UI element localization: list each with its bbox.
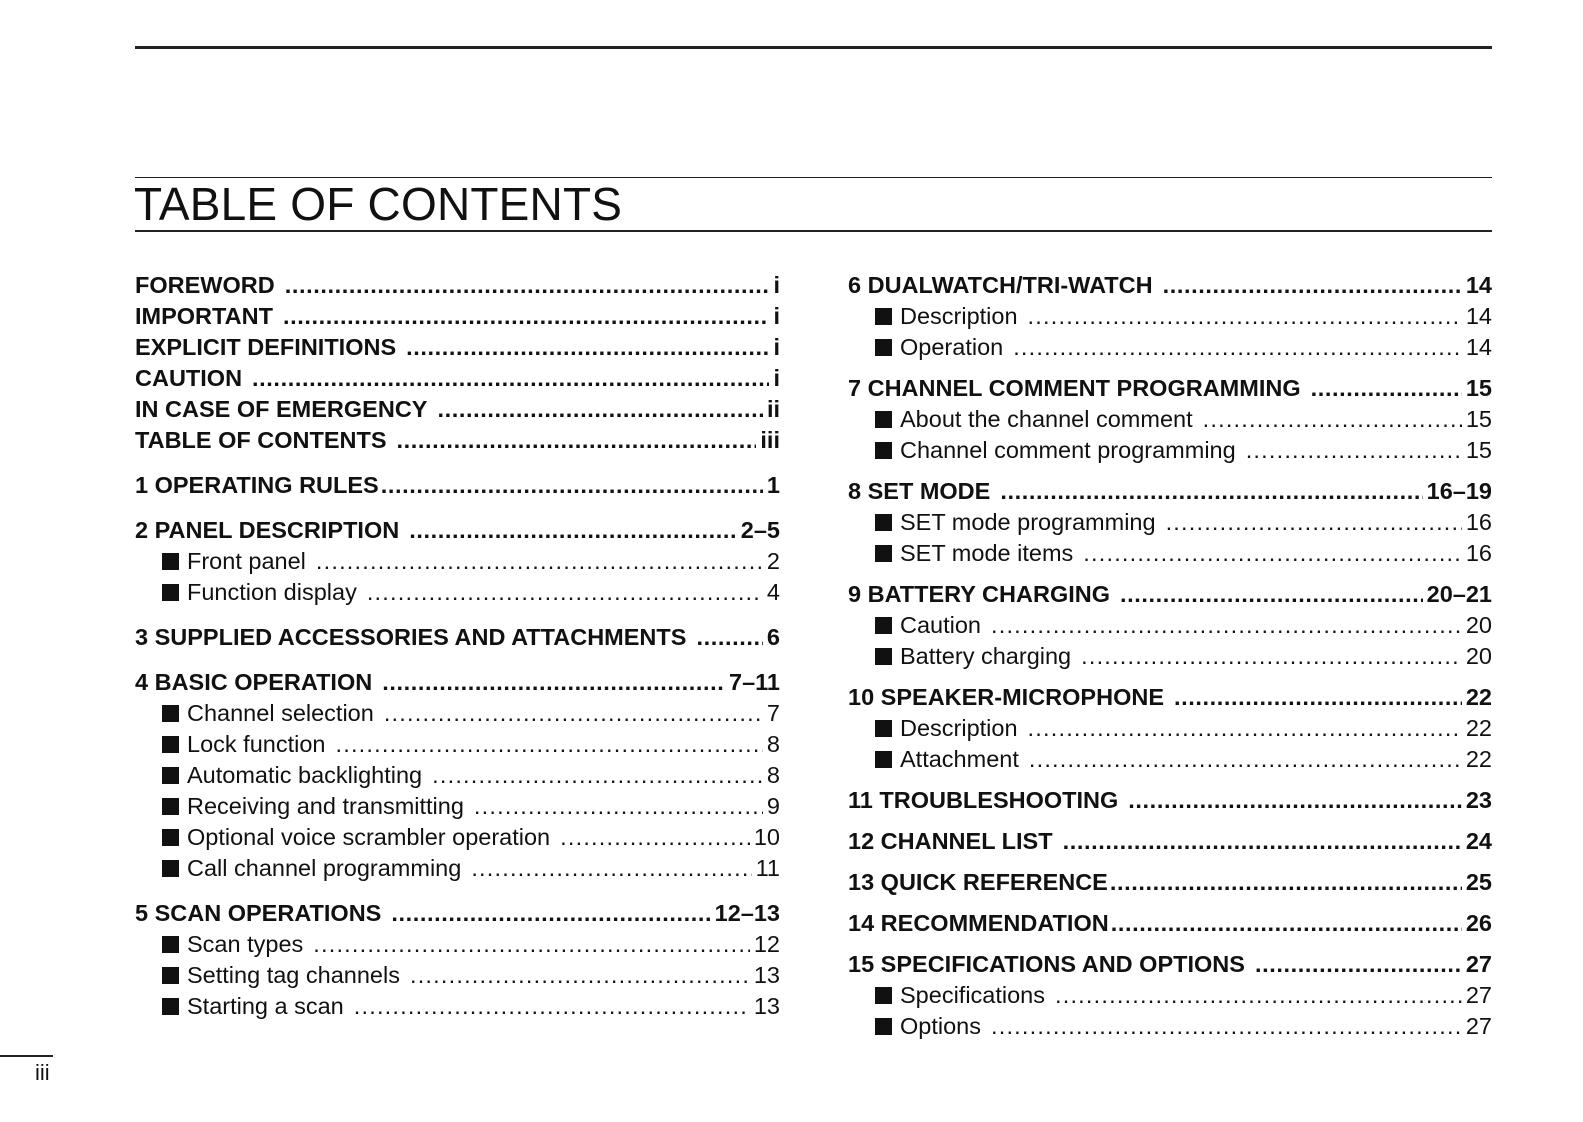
dot-leader (560, 822, 750, 853)
square-bullet-icon (162, 967, 179, 984)
toc-entry-scan-operations[interactable] (135, 898, 780, 929)
dot-leader (1128, 785, 1462, 816)
toc-entry-page: 20 (1465, 643, 1492, 669)
dot-leader (1255, 949, 1462, 980)
dot-leader (409, 515, 737, 546)
toc-entry-page: 15 (1465, 375, 1492, 401)
toc-entry-label: Call channel programming (187, 855, 462, 881)
toc-entry-page: 20 (1465, 612, 1492, 638)
dot-leader (1083, 538, 1462, 569)
toc-subentry-call-channel-programming[interactable] (135, 853, 780, 884)
toc-entry-label: 12 CHANNEL LIST (848, 828, 1053, 854)
toc-entry-label: Description (900, 715, 1018, 741)
dot-leader (991, 1011, 1462, 1042)
toc-subentry-front-panel[interactable] (135, 546, 780, 577)
square-bullet-icon (875, 648, 892, 665)
toc-entry-label: Description (900, 303, 1018, 329)
dot-leader (354, 991, 750, 1022)
toc-entry-operating-rules[interactable] (135, 470, 780, 501)
toc-entry-page: i (773, 272, 780, 298)
toc-entry-label: 4 BASIC OPERATION (135, 669, 373, 695)
square-bullet-icon (875, 751, 892, 768)
toc-entry-page: 22 (1465, 684, 1492, 710)
toc-entry-table-of-contents[interactable] (135, 425, 780, 456)
toc-entry-page: 4 (766, 579, 780, 605)
square-bullet-icon (162, 767, 179, 784)
square-bullet-icon (875, 514, 892, 531)
toc-entry-label: CAUTION (135, 365, 243, 391)
toc-entry-troubleshooting[interactable] (848, 785, 1492, 816)
dot-leader (1000, 476, 1422, 507)
toc-entry-page: i (773, 334, 780, 360)
toc-subentry-scan-types[interactable] (135, 929, 780, 960)
dot-leader (1174, 682, 1462, 713)
toc-entry-label: SET mode programming (900, 509, 1156, 535)
toc-subentry-lock-function[interactable] (135, 729, 780, 760)
square-bullet-icon (875, 617, 892, 634)
toc-entry-dualwatch[interactable] (848, 270, 1492, 301)
square-bullet-icon (162, 936, 179, 953)
dot-leader (1029, 744, 1462, 775)
toc-subentry-setting-tag-channels[interactable] (135, 960, 780, 991)
toc-subentry-about-channel-comment[interactable] (848, 404, 1492, 435)
toc-entry-page: 20–21 (1426, 581, 1492, 607)
toc-entry-page: ii (766, 396, 780, 422)
toc-entry-label: 15 SPECIFICATIONS AND OPTIONS (848, 951, 1245, 977)
toc-entry-label: 8 SET MODE (848, 478, 991, 504)
toc-entry-page: 6 (766, 624, 780, 650)
toc-entry-label: Starting a scan (187, 993, 344, 1019)
square-bullet-icon (875, 987, 892, 1004)
dot-leader (384, 698, 763, 729)
dot-leader (437, 394, 762, 425)
toc-entry-label: Automatic backlighting (187, 762, 423, 788)
square-bullet-icon (875, 1018, 892, 1035)
toc-subentry-attachment[interactable] (848, 744, 1492, 775)
toc-entry-page: 27 (1465, 951, 1492, 977)
toc-entry-label: 13 QUICK REFERENCE (848, 869, 1108, 895)
square-bullet-icon (162, 798, 179, 815)
toc-entry-page: 15 (1465, 406, 1492, 432)
toc-subentry-description[interactable] (848, 301, 1492, 332)
toc-entry-label: 11 TROUBLESHOOTING (848, 787, 1119, 813)
toc-subentry-channel-comment-programming[interactable] (848, 435, 1492, 466)
folio-rule (0, 1055, 53, 1057)
dot-leader (1055, 980, 1462, 1011)
dot-leader (316, 546, 763, 577)
dot-leader (1028, 301, 1462, 332)
toc-entry-page: 10 (753, 824, 780, 850)
toc-left-column (135, 270, 780, 1022)
toc-entry-label: Scan types (187, 931, 304, 957)
dot-leader (471, 853, 751, 884)
toc-entry-label: TABLE OF CONTENTS (135, 427, 387, 453)
dot-leader (1163, 270, 1462, 301)
dot-leader (367, 577, 763, 608)
toc-entry-page: 2 (766, 548, 780, 574)
toc-entry-page: 14 (1465, 334, 1492, 360)
toc-entry-label: Operation (900, 334, 1004, 360)
toc-subentry-function-display[interactable] (135, 577, 780, 608)
toc-entry-channel-list[interactable] (848, 826, 1492, 857)
dot-leader (432, 760, 763, 791)
title-bottom-rule (135, 230, 1492, 232)
toc-entry-page: 13 (753, 993, 780, 1019)
square-bullet-icon (162, 584, 179, 601)
toc-entry-label: Caution (900, 612, 981, 638)
toc-entry-page: 12–13 (714, 900, 780, 926)
toc-entry-page: 22 (1465, 746, 1492, 772)
toc-entry-recommendation[interactable] (848, 908, 1492, 939)
square-bullet-icon (162, 736, 179, 753)
toc-entry-page: 13 (753, 962, 780, 988)
toc-entry-in-case-of-emergency[interactable] (135, 394, 780, 425)
toc-subentry-set-mode-items[interactable] (848, 538, 1492, 569)
dot-leader (252, 363, 769, 394)
dot-leader (313, 929, 750, 960)
toc-subentry-battery-charging[interactable] (848, 641, 1492, 672)
toc-subentry-channel-selection[interactable] (135, 698, 780, 729)
toc-entry-label: Front panel (187, 548, 306, 574)
toc-entry-battery-charging[interactable] (848, 579, 1492, 610)
toc-entry-page: 26 (1465, 910, 1492, 936)
square-bullet-icon (162, 860, 179, 877)
toc-entry-label: 7 CHANNEL COMMENT PROGRAMMING (848, 375, 1301, 401)
dot-leader (1063, 826, 1462, 857)
toc-entry-page: 7–11 (729, 669, 780, 695)
toc-entry-label: Optional voice scrambler operation (187, 824, 551, 850)
toc-entry-label: Receiving and transmitting (187, 793, 464, 819)
dot-leader (406, 332, 769, 363)
toc-subentry-options[interactable] (848, 1011, 1492, 1042)
toc-entry-page: 27 (1465, 982, 1492, 1008)
toc-entry-page: 25 (1465, 869, 1492, 895)
square-bullet-icon (162, 705, 179, 722)
toc-entry-label: Channel comment programming (900, 437, 1236, 463)
toc-entry-quick-reference[interactable] (848, 867, 1492, 898)
dot-leader (1013, 332, 1462, 363)
square-bullet-icon (162, 998, 179, 1015)
dot-leader (1166, 507, 1462, 538)
toc-entry-set-mode[interactable] (848, 476, 1492, 507)
toc-entry-channel-comment-programming[interactable] (848, 373, 1492, 404)
toc-entry-label: 2 PANEL DESCRIPTION (135, 517, 400, 543)
dot-leader (391, 898, 710, 929)
toc-entry-page: 24 (1465, 828, 1492, 854)
dot-leader (1110, 867, 1462, 898)
toc-entry-label: 6 DUALWATCH/TRI-WATCH (848, 272, 1153, 298)
toc-entry-page: 16–19 (1426, 478, 1492, 504)
toc-entry-label: Lock function (187, 731, 326, 757)
toc-subentry-caution[interactable] (848, 610, 1492, 641)
toc-entry-label: About the channel comment (900, 406, 1193, 432)
toc-entry-caution[interactable] (135, 363, 780, 394)
dot-leader (1311, 373, 1462, 404)
toc-entry-page: i (773, 303, 780, 329)
toc-subentry-voice-scrambler[interactable] (135, 822, 780, 853)
toc-entry-page: 9 (766, 793, 780, 819)
toc-entry-page: 15 (1465, 437, 1492, 463)
dot-leader (1203, 404, 1462, 435)
square-bullet-icon (875, 720, 892, 737)
dot-leader (1081, 641, 1462, 672)
dot-leader (381, 470, 763, 501)
toc-entry-label: Options (900, 1013, 981, 1039)
dot-leader (410, 960, 750, 991)
toc-entry-label: Function display (187, 579, 357, 605)
toc-entry-page: 7 (766, 700, 780, 726)
square-bullet-icon (162, 829, 179, 846)
toc-subentry-starting-a-scan[interactable] (135, 991, 780, 1022)
square-bullet-icon (875, 545, 892, 562)
toc-entry-label: 5 SCAN OPERATIONS (135, 900, 382, 926)
dot-leader (1246, 435, 1462, 466)
toc-entry-basic-operation[interactable] (135, 667, 780, 698)
dot-leader (1028, 713, 1462, 744)
toc-subentry-specifications[interactable] (848, 980, 1492, 1011)
top-rule (135, 46, 1492, 49)
square-bullet-icon (875, 411, 892, 428)
square-bullet-icon (875, 308, 892, 325)
dot-leader (335, 729, 762, 760)
toc-entry-label: 3 SUPPLIED ACCESSORIES AND ATTACHMENTS (135, 624, 687, 650)
toc-entry-supplied-accessories[interactable] (135, 622, 780, 653)
toc-entry-label: Setting tag channels (187, 962, 400, 988)
toc-entry-explicit-definitions[interactable] (135, 332, 780, 363)
square-bullet-icon (875, 442, 892, 459)
toc-entry-page: 16 (1465, 509, 1492, 535)
dot-leader (285, 270, 770, 301)
toc-entry-page: i (773, 365, 780, 391)
toc-entry-label: SET mode items (900, 540, 1074, 566)
toc-entry-label: EXPLICIT DEFINITIONS (135, 334, 397, 360)
toc-entry-label: Channel selection (187, 700, 374, 726)
toc-entry-foreword[interactable] (135, 270, 780, 301)
toc-entry-page: 22 (1465, 715, 1492, 741)
toc-entry-specifications-and-options[interactable] (848, 949, 1492, 980)
toc-entry-label: FOREWORD (135, 272, 275, 298)
toc-entry-label: 9 BATTERY CHARGING (848, 581, 1110, 607)
toc-subentry-receiving-and-transmitting[interactable] (135, 791, 780, 822)
toc-subentry-set-mode-programming[interactable] (848, 507, 1492, 538)
dot-leader (991, 610, 1462, 641)
toc-entry-page: 16 (1465, 540, 1492, 566)
toc-entry-label: IMPORTANT (135, 303, 273, 329)
dot-leader (1120, 579, 1423, 610)
dot-leader (696, 622, 762, 653)
toc-entry-panel-description[interactable] (135, 515, 780, 546)
toc-entry-label: Battery charging (900, 643, 1072, 669)
toc-entry-speaker-microphone[interactable] (848, 682, 1492, 713)
toc-subentry-operation[interactable] (848, 332, 1492, 363)
toc-entry-page: 14 (1465, 303, 1492, 329)
dot-leader (474, 791, 763, 822)
toc-entry-page: 11 (755, 855, 780, 881)
toc-entry-label: Specifications (900, 982, 1045, 1008)
dot-leader (283, 301, 770, 332)
square-bullet-icon (875, 339, 892, 356)
toc-entry-page: iii (760, 427, 780, 453)
toc-entry-page: 8 (766, 731, 780, 757)
toc-subentry-automatic-backlighting[interactable] (135, 760, 780, 791)
toc-entry-label: 14 RECOMMENDATION (848, 910, 1109, 936)
toc-subentry-mic-description[interactable] (848, 713, 1492, 744)
toc-entry-page: 27 (1465, 1013, 1492, 1039)
toc-entry-label: Attachment (900, 746, 1019, 772)
dot-leader (1111, 908, 1462, 939)
toc-entry-important[interactable] (135, 301, 780, 332)
toc-entry-page: 23 (1465, 787, 1492, 813)
page-number: iii (35, 1060, 50, 1085)
toc-entry-label: 10 SPEAKER-MICROPHONE (848, 684, 1164, 710)
square-bullet-icon (162, 553, 179, 570)
dot-leader (382, 667, 725, 698)
dot-leader (397, 425, 757, 456)
toc-entry-page: 12 (753, 931, 780, 957)
toc-entry-page: 8 (766, 762, 780, 788)
page-title: TABLE OF CONTENTS (134, 178, 623, 230)
toc-right-column (848, 270, 1492, 1042)
toc-entry-label: IN CASE OF EMERGENCY (135, 396, 428, 422)
toc-entry-page: 14 (1465, 272, 1492, 298)
toc-entry-label: 1 OPERATING RULES (135, 472, 379, 498)
toc-entry-page: 2–5 (740, 517, 780, 543)
toc-entry-page: 1 (766, 472, 780, 498)
